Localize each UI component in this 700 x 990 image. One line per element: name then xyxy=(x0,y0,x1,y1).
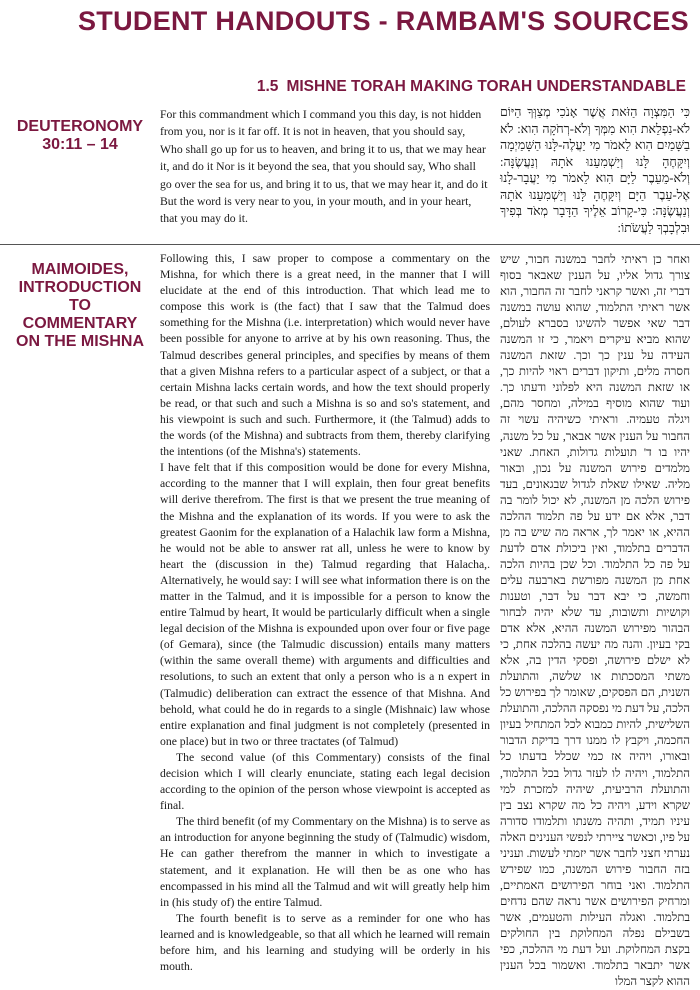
english-paragraph: The second value (of this Commentary) consists of the final decision which I will clearly enunciate, stating each legal decision according to the opinion of the person whose viewpoint is accepted as final. xyxy=(160,750,490,813)
english-paragraph: Following this, I saw proper to compose a commentary on the Mishna, for which there is a great need, in the manner that I will elucidate at the end of this introduction. That which lead me to compose this work is (the fact) that I saw that the Talmud does something for the Mishna (i.e. interpretation) which would never have been possible for anyone to arrive at by his own reasoning. Thus, the Talmud describes general principles, and specifies by means of them that a given Mishna refers to a particular aspect of a subject, or that a certain Mishna lacks certain words, and how the text should properly be read, or that such and such a Mishna is so and so's statement, and his viewpoint is such and such. Furthermore, it (the Talmud) adds to the words (of the Mishna) and subtracts from them, thereby clarifying the intentions (of the Mishna's) statements. xyxy=(160,252,490,459)
section-title: MISHNE TORAH MAKING TORAH UNDERSTANDABLE xyxy=(286,78,686,95)
english-paragraph: The third benefit (of my Commentary on the Mishna) is to serve as an introduction for anyone beginning the study of (Talmudic) wisdom, He can gather therefrom the manner in which to investigate a statement, and it explanation. He will then be as one who has encompassed in his mind all the Talmud and wit will greatly help him in (his study of) the entire Talmud. xyxy=(160,815,490,909)
page-title: STUDENT HANDOUTS - RAMBAM'S SOURCES xyxy=(78,6,689,36)
deuteronomy-hebrew-text: כִּי הַמִּצְוָה הַזֹּאת אֲשֶׁר אָנֹכִי מְצַוְּךָ הַיּוֹם לֹא-נִפְלֵאת הִוא מִמְּךָ וְלֹא-רְחֹקָה הִוא: לֹא בַשָּׁמַיִם הִוא לֵאמֹר מִי יַעֲלֶה-לָּנוּ הַשָּׁמַיְמָה וְיִקָּחֶהָ לָּנוּ וְיַשְׁמִעֵנוּ אֹתָהּ וְנַעֲשֶׂנָּה: וְלֹא-מֵעֵבֶר לַיָּם הִוא לֵאמֹר מִי יַעֲבָר-לָנוּ אֶל-עֵבֶר הַיָּם וְיִקָּחֶהָ לָּנוּ וְיַשְׁמִעֵנוּ אֹתָהּ וְנַעֲשֶׂנָּה: כִּי-קָרוֹב אֵלֶיךָ הַדָּבָר מְאֹד בְּפִיךָ וּבִלְבָבְךָ לַעֲשֹׂתוֹ: xyxy=(500,105,690,235)
source-label-line: COMMENTARY xyxy=(22,315,138,332)
section-divider xyxy=(0,244,700,245)
source-label-line: DEUTERONOMY xyxy=(16,118,144,135)
deuteronomy-english-text: For this commandment which I command you this day, is not hidden from you, nor is it far off. It is not in heaven, that you should say, Who shall go up for us to heaven, and bring it to us, that we may hear it, and do it Nor is it beyond the sea, that you should say, Who shall go over the sea for us, and bring it to us, that we may hear it, and do it But the word is very near to you, in your mouth, and in your heart, that you may do it. xyxy=(160,108,488,226)
english-paragraph: The fourth benefit is to serve as a reminder for one who has learned and is knowledgeable, so that all which he learned will remain before him, and his learning and studying will be orderly in his mouth. xyxy=(160,911,490,974)
source-label-deuteronomy xyxy=(6,118,154,154)
maimonides-english-text xyxy=(160,251,490,975)
maimonides-hebrew-text: ואחר כן ראיתי לחבר במשנה חבור, שיש צורך גדול אליו, על הענין שאבאר בסוף דברי זה, ואשר קראני לחבר זה החבור, הוא אשר ראיתי התלמוד, שהוא עושה במשנה דבר שאי אפשר להשיגו בסברא לעולם, שהוא מביא עיקרים ויאמר, כי זו המשנה העידה על ענין כך וכך. שזאת המשנה חסרה מלים, ותיקון דברים ראוי להיות כך, או שזאת המשנה היא לפלוני ודעתו כך. ועוד שהוא מוסיף במילה, ומחסר מהם, ויגלה טעמיה. וראיתי כשיהיה עשוי זה החבור על הענין אשר אבאר, על כל משנה, יהיו בו ד' תועלות גדולות, האחת. שאני מלמדים פירוש המשנה על נכון, ובאור מליה. שאילו שאלת לגדול שבגאונים, בעד פירוש הלכה מן המשנה, לא יכול לומר בה דבר, אלא אם ידע על פה תלמוד ההלכה ההיא, או יאמר לך, אראה מה שיש בה מן הדברים בתלמוד, ואין ביכולת אדם לדעת על פה כל התלמוד. וכל שכן בהיות הלכה אחת מן המשנה מפורשת בארבעה עלים וחמשה, כי יבא דבר על דבר, וטענות וקושיות ותשובות, עד שלא יהיה לבחור הבהור מפירוש המשנה ההיא, אלא אדם בקי בעיון. והנה מה יעשה בהלכה אחת, כי לא ישלם פירושה, ופסקי הדין בה, אלא משתי המסכתות או שלשה, והתועלת השנית, הם הפסקים, שאומר לך בפירוש כל הלכה, על דעת מי נפסקה ההלכה, והתועלת השלישית, להיות כמבוא לכל המתחיל בעיון החכמה, ויקבץ לו ממנו דרך בדיקת הדבור ובאורו, ויהיה אז כמי שכלל בדעתו כל התלמוד, ויהיה לו לעזר גדול בכל התלמוד, והתועלת הרביעית, שיהיה למזכרת למי שקרא וידע, ויהיה כל מה שקרא נצב בין עיניו תמיד, ותהיה משנתו ותלמודו סדורה על פיו, וכאשר ציירתי לנפשי הענינים האלה נערתי חצני לחבר אשר יזמתי לעשות. ועניני בזה החבור פירוש המשנה, כמו שפירש התלמוד. ואני בוחר הפירושים האמתיים, ומרחיק הפירושים אשר נראה שהם נדחים בתלמוד. ואגלה העילות והטעמים, אשר בשבילם נפלה המחלוקת בין החולקים בקצת המחלוקת. ועל דעת מי ההלכה, כפי אשר יתבאר בתלמוד. ואשמור בכל הענין ההוא לקצר המלו xyxy=(500,253,690,989)
section-heading xyxy=(257,78,686,96)
source-label-line: ON THE MISHNA xyxy=(16,333,144,350)
source-label-line: INTRODUCTION xyxy=(18,279,142,296)
source-label-maimonides xyxy=(6,261,154,351)
section-number: 1.5 xyxy=(256,78,279,95)
english-paragraph: I have felt that if this composition would be done for every Mishna, according to the manner that I will explain, then four great benefits will derive therefrom. The first is that we present the true meaning of the Mishna and the explanation of its words. If you were to ask the greatest Gaonim for the explanation of a Halachik law form a Mishna, he would not be able to answer rat all, unless he were to know by heart the (discussion in the) Talmud regarding that Halacha,. Alternatively, he would say: I will see what information there is on the matter in the Talmud, and it is impossible for a person to know the entire Talmud by heart, It would be particularly difficult when a single legal decision of the Mishna is expounded upon over four or five page (of Gemara), since (the Talmudic discussion) entails many matters (within the same overall theme) with arguments and difficulties and resolutions, to such an extent that only a person who is a n expert in (Talmudic) deliberation can extract the essence of that Mishna. And behold, what could he do in regards to a single (Mishnaic) law whose entire explanation and final judgment is not completely (presented in one place) but in two or three tractates (of Talmud) xyxy=(160,461,490,748)
source-label-line: TO xyxy=(69,297,91,314)
source-label-line: 30:11 – 14 xyxy=(42,136,118,153)
source-label-line: MAIMOIDES, xyxy=(31,261,129,278)
